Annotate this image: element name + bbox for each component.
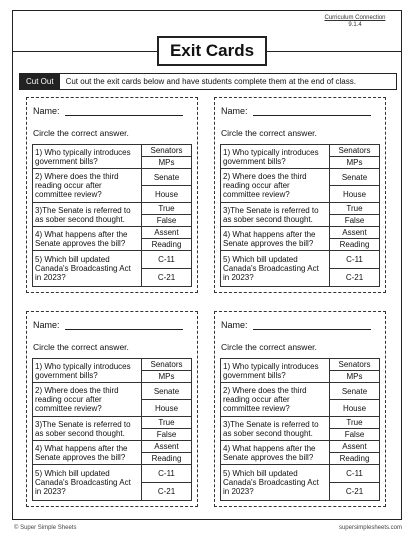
answer-option[interactable]: Senators (142, 359, 192, 371)
name-row (221, 106, 371, 116)
footer-website: supersimplesheets.com (338, 525, 402, 531)
question-row (33, 169, 192, 186)
answer-option[interactable]: False (330, 215, 380, 227)
question-row (33, 359, 192, 371)
name-field[interactable] (253, 320, 371, 330)
question-row (33, 251, 192, 269)
answer-option[interactable]: Reading (142, 239, 192, 251)
question-row (33, 465, 192, 483)
answer-option[interactable]: Senate (142, 383, 192, 400)
instructions-text: Cut out the exit cards below and have students complete them at the end of class. (65, 77, 356, 86)
answer-option[interactable]: C-11 (330, 465, 380, 483)
answer-option[interactable]: True (330, 417, 380, 429)
answer-option[interactable]: Reading (330, 453, 380, 465)
question-text: 5) Which bill updated Canada's Broadcasting Act in 2023? (33, 251, 142, 287)
answer-option[interactable]: Senate (142, 169, 192, 186)
question-row (221, 383, 380, 400)
answer-option[interactable]: C-11 (142, 251, 192, 269)
question-text: 3)The Senate is referred to as sober second thought. (221, 203, 330, 227)
question-text: 4) What happens after the Senate approves the bill? (221, 227, 330, 251)
instructions-label: Cut Out (20, 74, 60, 89)
answer-option[interactable]: MPs (330, 371, 380, 383)
question-text: 1) Who typically introduces government bills? (221, 359, 330, 383)
question-text: 2) Where does the third reading occur after committee review? (221, 169, 330, 203)
answer-option[interactable]: Senate (330, 383, 380, 400)
answer-option[interactable]: Senate (330, 169, 380, 186)
name-row (33, 320, 183, 330)
question-row (33, 227, 192, 239)
question-text: 4) What happens after the Senate approves the bill? (33, 227, 142, 251)
question-row (221, 441, 380, 453)
answer-option[interactable]: Assent (330, 441, 380, 453)
answer-option[interactable]: False (142, 215, 192, 227)
curriculum-connection (317, 15, 393, 29)
question-table (32, 358, 192, 501)
question-text: 5) Which bill updated Canada's Broadcasting Act in 2023? (221, 465, 330, 501)
answer-option[interactable]: C-21 (142, 269, 192, 287)
question-row (221, 203, 380, 215)
question-text: 1) Who typically introduces government bills? (33, 359, 142, 383)
question-table (32, 144, 192, 287)
question-row (33, 417, 192, 429)
question-text: 5) Which bill updated Canada's Broadcasting Act in 2023? (221, 251, 330, 287)
card-prompt: Circle the correct answer. (33, 128, 129, 138)
answer-option[interactable]: House (330, 186, 380, 203)
answer-option[interactable]: MPs (330, 157, 380, 169)
name-label: Name: (221, 320, 248, 330)
card-prompt: Circle the correct answer. (221, 342, 317, 352)
curriculum-code: 9.1.4 (348, 22, 362, 28)
answer-option[interactable]: Assent (142, 227, 192, 239)
answer-option[interactable]: C-21 (330, 269, 380, 287)
name-field[interactable] (65, 106, 183, 116)
answer-option[interactable]: C-21 (330, 483, 380, 501)
answer-option[interactable]: MPs (142, 371, 192, 383)
answer-option[interactable]: C-21 (142, 483, 192, 501)
question-text: 1) Who typically introduces government bills? (221, 145, 330, 169)
question-row (221, 359, 380, 371)
question-text: 2) Where does the third reading occur after committee review? (33, 383, 142, 417)
answer-option[interactable]: False (330, 429, 380, 441)
answer-option[interactable]: Assent (142, 441, 192, 453)
question-text: 4) What happens after the Senate approves the bill? (33, 441, 142, 465)
question-row (221, 227, 380, 239)
exit-card (26, 97, 198, 293)
answer-option[interactable]: C-11 (142, 465, 192, 483)
answer-option[interactable]: Reading (330, 239, 380, 251)
name-label: Name: (33, 106, 60, 116)
footer-copyright: © Super Simple Sheets (14, 525, 77, 531)
instructions-bar (19, 73, 397, 90)
question-text: 5) Which bill updated Canada's Broadcasting Act in 2023? (33, 465, 142, 501)
question-row (33, 145, 192, 157)
answer-option[interactable]: Senators (142, 145, 192, 157)
question-text: 4) What happens after the Senate approves the bill? (221, 441, 330, 465)
name-field[interactable] (65, 320, 183, 330)
name-field[interactable] (253, 106, 371, 116)
question-table (220, 144, 380, 287)
answer-option[interactable]: MPs (142, 157, 192, 169)
question-text: 3)The Senate is referred to as sober second thought. (33, 203, 142, 227)
answer-option[interactable]: C-11 (330, 251, 380, 269)
question-text: 3)The Senate is referred to as sober second thought. (221, 417, 330, 441)
question-text: 1) Who typically introduces government bills? (33, 145, 142, 169)
card-prompt: Circle the correct answer. (33, 342, 129, 352)
answer-option[interactable]: False (142, 429, 192, 441)
question-row (221, 417, 380, 429)
answer-option[interactable]: Reading (142, 453, 192, 465)
card-prompt: Circle the correct answer. (221, 128, 317, 138)
name-label: Name: (221, 106, 248, 116)
curriculum-title: Curriculum Connection (324, 15, 386, 21)
question-table (220, 358, 380, 501)
page-title: Exit Cards (157, 36, 267, 66)
question-row (33, 383, 192, 400)
answer-option[interactable]: House (142, 400, 192, 417)
exit-card (214, 311, 386, 507)
answer-option[interactable]: Assent (330, 227, 380, 239)
answer-option[interactable]: Senators (330, 145, 380, 157)
name-row (221, 320, 371, 330)
question-row (221, 169, 380, 186)
question-row (221, 251, 380, 269)
answer-option[interactable]: True (142, 417, 192, 429)
question-text: 2) Where does the third reading occur after committee review? (33, 169, 142, 203)
answer-option[interactable]: House (330, 400, 380, 417)
answer-option[interactable]: House (142, 186, 192, 203)
question-text: 3)The Senate is referred to as sober second thought. (33, 417, 142, 441)
answer-option[interactable]: True (330, 203, 380, 215)
name-row (33, 106, 183, 116)
exit-card (26, 311, 198, 507)
answer-option[interactable]: True (142, 203, 192, 215)
question-row (221, 145, 380, 157)
answer-option[interactable]: Senators (330, 359, 380, 371)
question-row (33, 441, 192, 453)
question-text: 2) Where does the third reading occur after committee review? (221, 383, 330, 417)
question-row (221, 465, 380, 483)
name-label: Name: (33, 320, 60, 330)
question-row (33, 203, 192, 215)
exit-card (214, 97, 386, 293)
